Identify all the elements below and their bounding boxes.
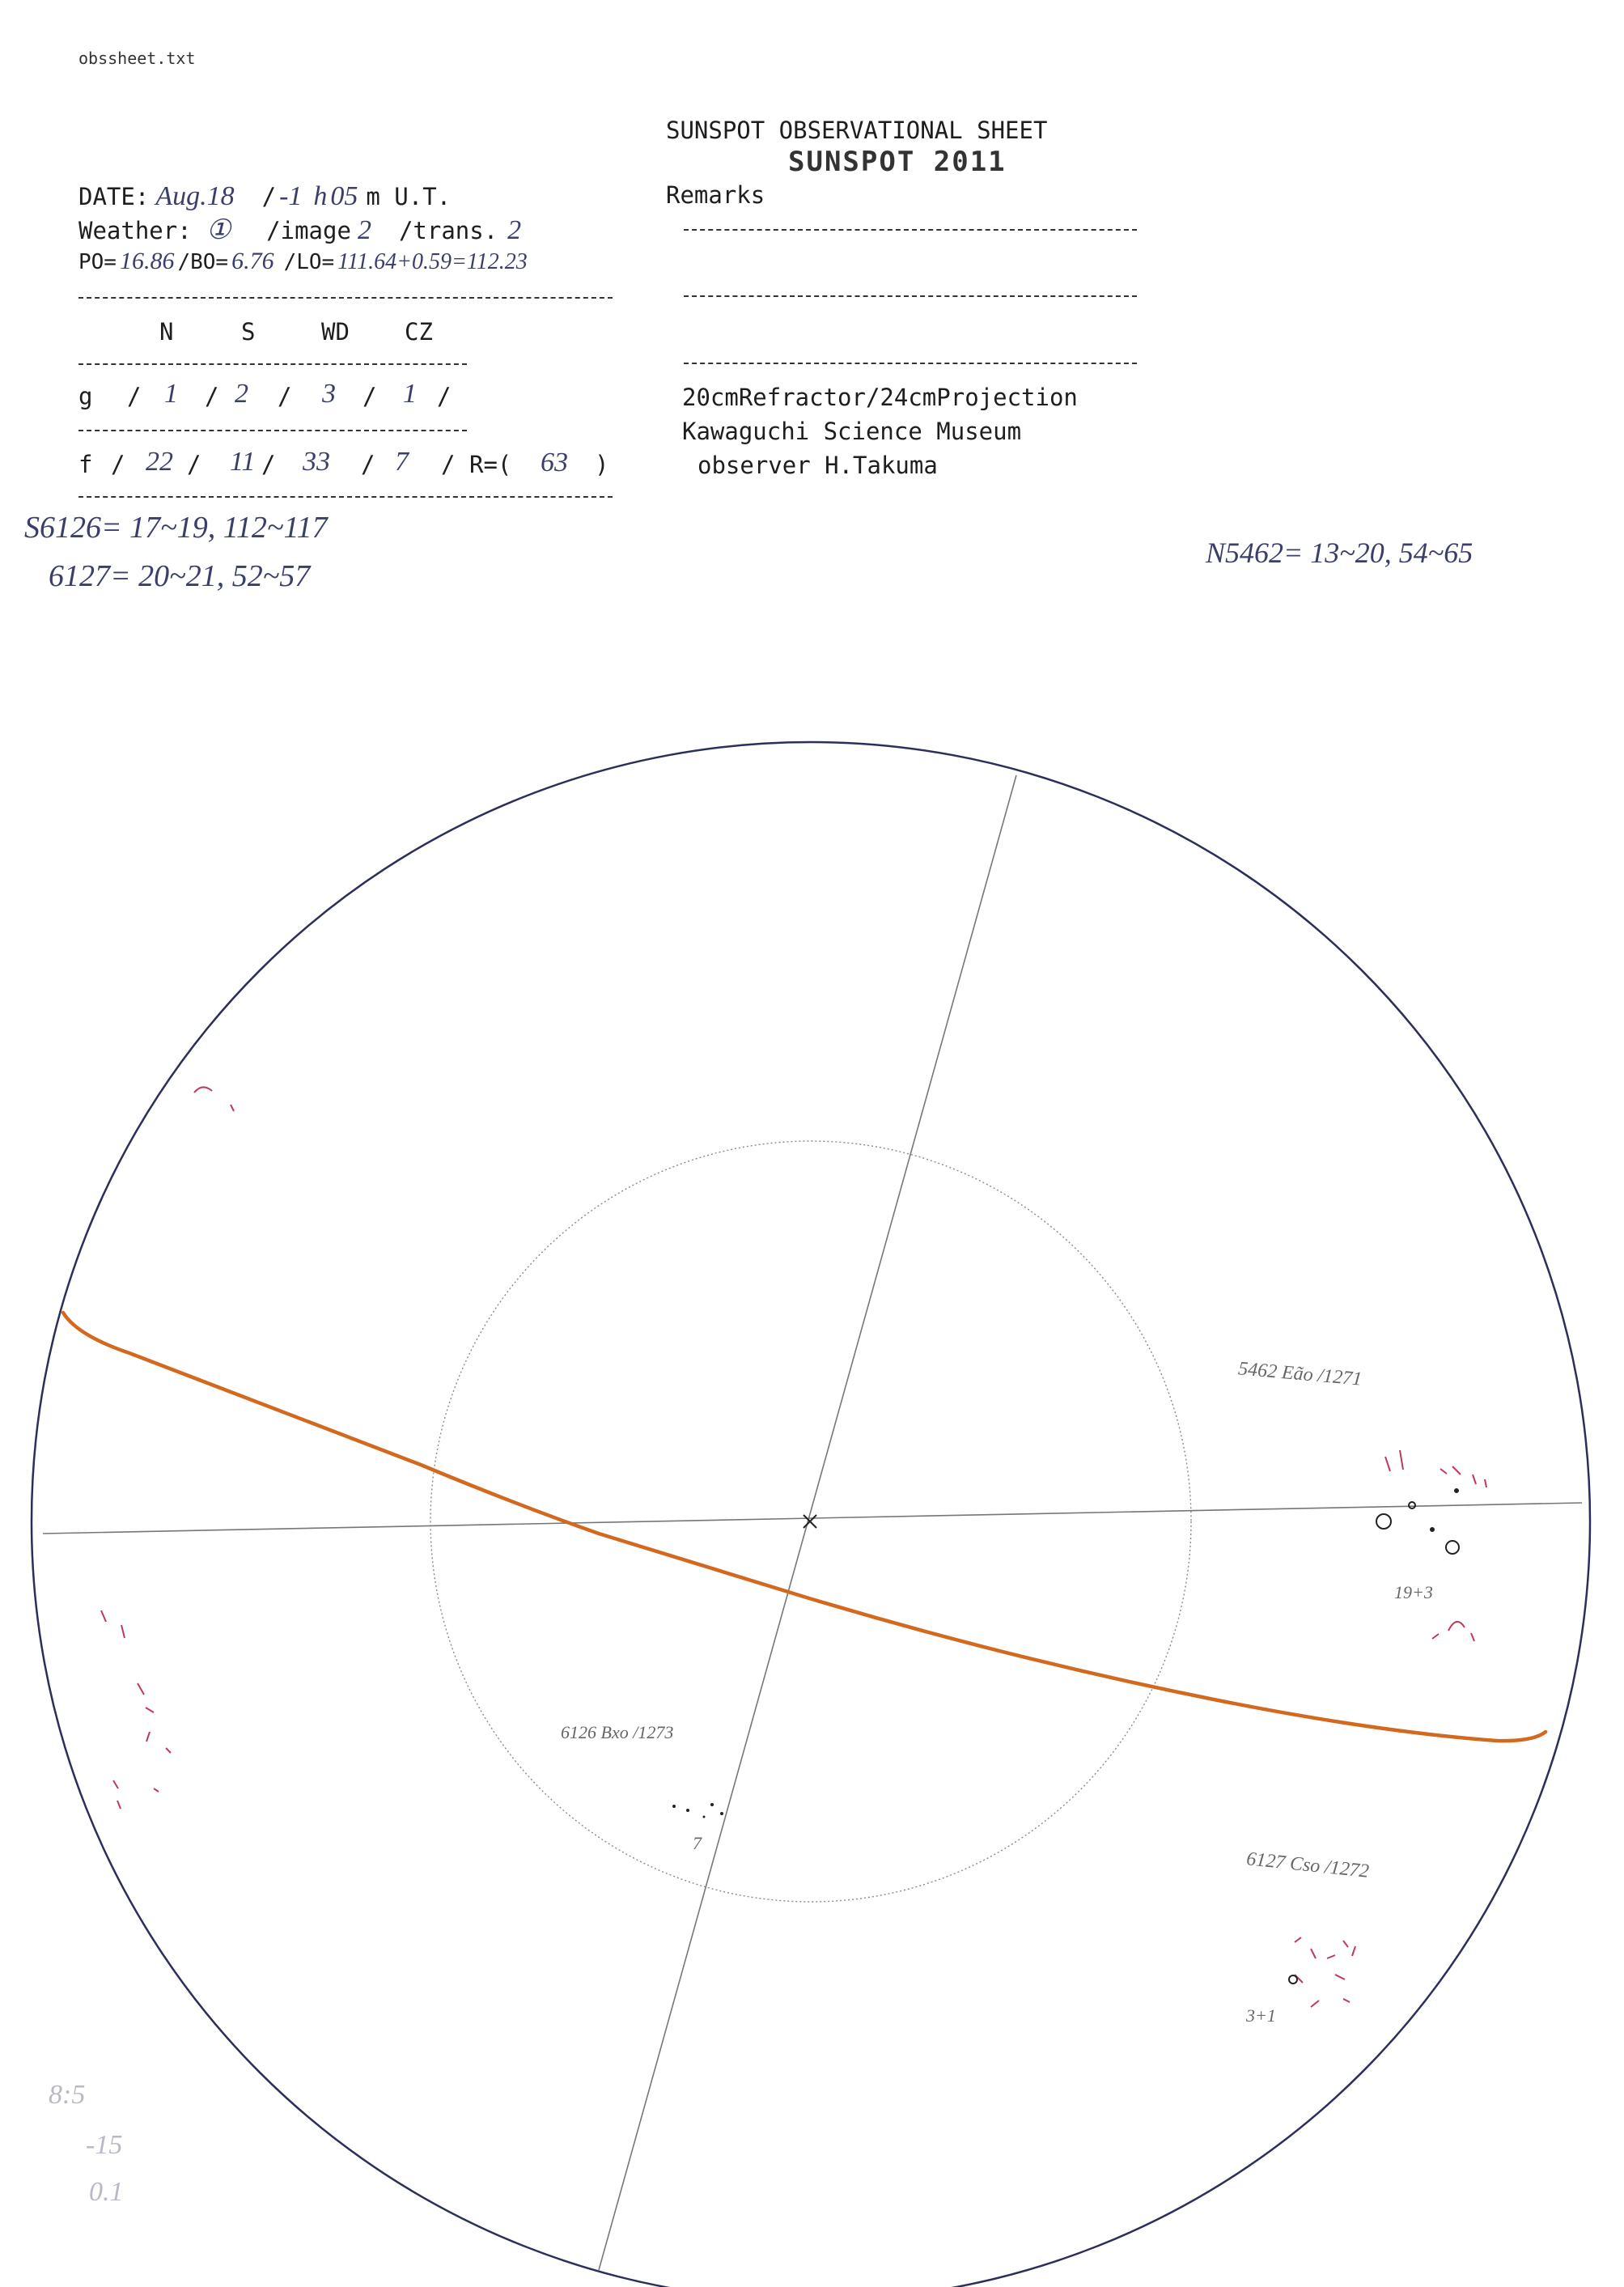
bo-value: 6.76 xyxy=(231,248,274,274)
spot-group-1273 xyxy=(672,1803,723,1818)
minute-unit: m U.T. xyxy=(366,183,452,210)
date-value: Aug.18 xyxy=(155,181,235,211)
slash: / xyxy=(187,451,201,478)
observer-text: observer H.Takuma xyxy=(698,452,938,479)
group-1271-count: 19+3 xyxy=(1394,1582,1433,1602)
limb-marks-east xyxy=(101,1087,234,1809)
group-1273-label: 6126 Bxo /1273 xyxy=(561,1722,674,1742)
f-value-s: 11 xyxy=(230,447,256,477)
f-value-cz: 7 xyxy=(395,447,409,477)
g-row-label: g xyxy=(78,383,93,410)
slash: / xyxy=(441,451,456,478)
hour-separator: / xyxy=(261,183,277,210)
instrument-text: 20cmRefractor/24cmProjection xyxy=(682,384,1078,411)
hour-unit: h xyxy=(313,181,328,211)
weather-value: ① xyxy=(206,215,231,245)
image-label: /image xyxy=(266,217,351,244)
po-value: 16.86 xyxy=(119,248,175,274)
slash: / xyxy=(278,383,292,410)
f-row-label: f xyxy=(78,451,93,478)
header-wd: WD xyxy=(321,318,350,346)
file-label: obssheet.txt xyxy=(78,49,196,68)
note-right: N5462= 13~20, 54~65 xyxy=(1206,537,1473,569)
slash: / xyxy=(361,451,375,478)
trans-value: 2 xyxy=(507,215,522,245)
remarks-label: Remarks xyxy=(666,181,765,209)
header-s: S xyxy=(241,318,256,346)
solar-limb xyxy=(32,742,1590,2287)
spot-group-1271 xyxy=(1376,1450,1486,1641)
group-1272-count: 3+1 xyxy=(1246,2005,1276,2026)
slash: / xyxy=(127,383,142,410)
po-label: PO= xyxy=(78,250,117,274)
slash: / xyxy=(437,383,452,410)
g-value-n: 1 xyxy=(164,379,178,409)
g-value-wd: 3 xyxy=(322,379,336,409)
sheet-title: SUNSPOT OBSERVATIONAL SHEET xyxy=(666,117,1048,144)
note-left-2: 6127= 20~21, 52~57 xyxy=(49,559,311,593)
slash: / xyxy=(261,451,276,478)
slash: / xyxy=(111,451,125,478)
year-stamp: SUNSPOT 2011 xyxy=(788,146,1007,178)
museum-text: Kawaguchi Science Museum xyxy=(682,418,1022,445)
rotation-axis xyxy=(599,775,1016,2270)
slash: / xyxy=(205,383,219,410)
r-value: 63 xyxy=(541,448,568,477)
center-cross-icon xyxy=(804,1515,816,1528)
header-cz: CZ xyxy=(405,318,433,346)
bo-label: /BO= xyxy=(177,250,229,274)
g-value-s: 2 xyxy=(235,379,248,409)
f-value-wd: 33 xyxy=(303,447,330,477)
group-1271-label: 5462 Eão /1271 xyxy=(1237,1358,1363,1390)
trans-label: /trans. xyxy=(398,217,498,244)
r-label: R=( xyxy=(469,451,512,478)
margin-note-1: 8:5 xyxy=(49,2080,86,2110)
hour-value: -1 xyxy=(279,181,303,211)
margin-note-3: 0.1 xyxy=(89,2177,124,2207)
lo-label: /LO= xyxy=(283,250,335,274)
weather-label: Weather: xyxy=(78,217,192,244)
image-value: 2 xyxy=(357,215,371,245)
g-value-cz: 1 xyxy=(403,379,417,409)
group-1272-label: 6127 Cso /1272 xyxy=(1245,1848,1371,1882)
note-left-1: S6126= 17~19, 112~117 xyxy=(24,511,328,545)
f-value-n: 22 xyxy=(146,447,173,477)
r-close: ) xyxy=(595,451,609,478)
group-1273-count: 7 xyxy=(693,1833,702,1853)
lo-value: 111.64+0.59=112.23 xyxy=(337,249,528,274)
minute-value: 05 xyxy=(330,181,358,211)
date-label: DATE: xyxy=(78,183,150,210)
header-n: N xyxy=(159,318,174,346)
margin-note-2: -15 xyxy=(86,2130,123,2160)
slash: / xyxy=(363,383,377,410)
spot-group-1272 xyxy=(1289,1937,1355,2007)
